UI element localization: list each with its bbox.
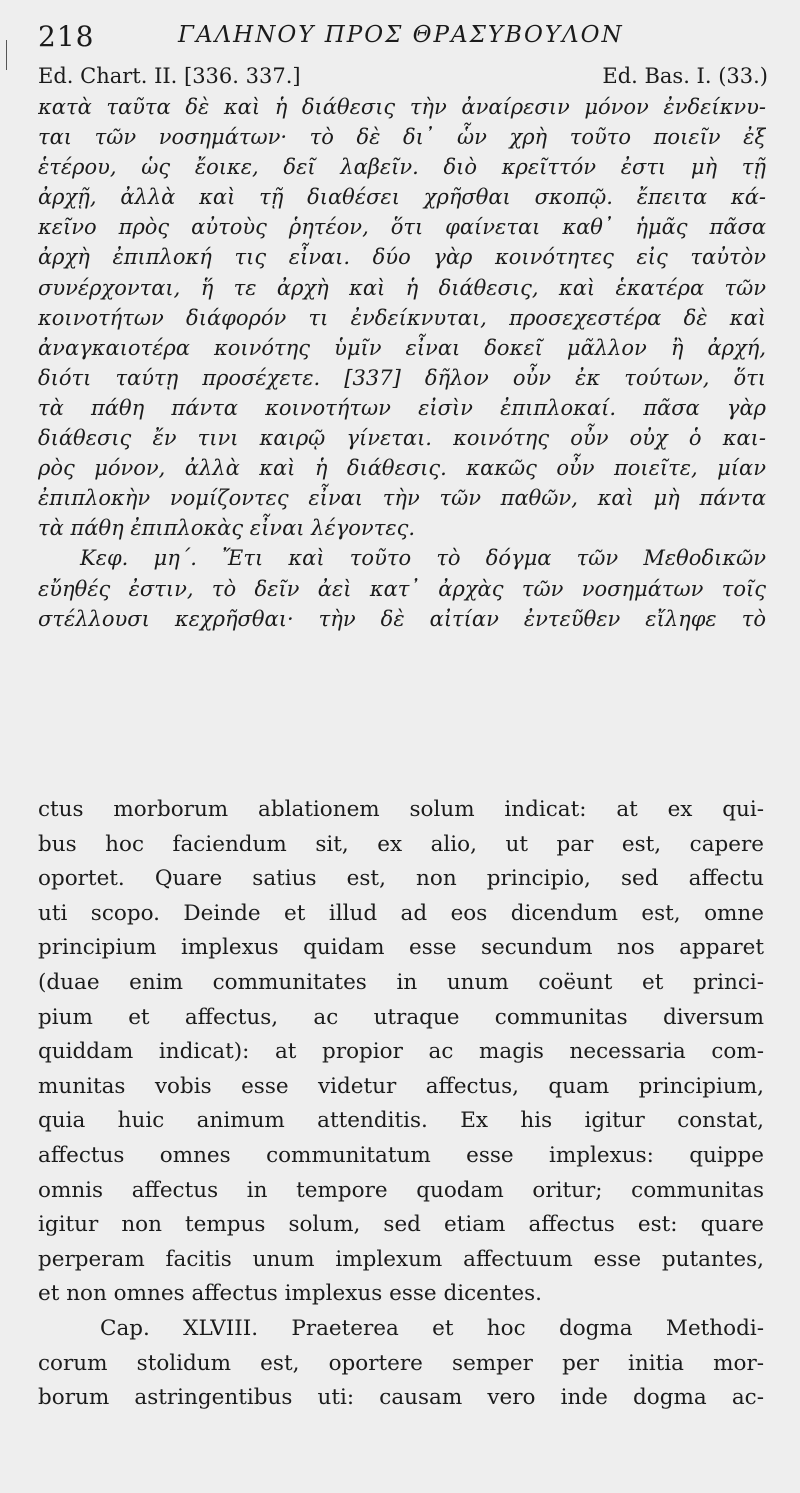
latin-line: perperam facitis unum implexum affectuum esse putantes, [38,1246,764,1272]
latin-line: affectus omnes communitatum esse implexus: quippe [38,1142,764,1168]
greek-line: ρὸς μόνον, ἀλλὰ καὶ ἡ διάθεσις. κακῶς οὖν ποιεῖτε, μίαν [38,456,766,481]
edition-reference-chartier: Ed. Chart. II. [336. 337.] [38,64,301,88]
latin-line: munitas vobis esse videtur affectus, quam principium, [38,1073,764,1099]
greek-line: τὰ πάθη ἐπιπλοκὰς εἶναι λέγοντες. [38,516,416,541]
latin-line: (duae enim communitates in unum coëunt et princi- [38,969,764,995]
running-head [38,20,768,56]
greek-line: κεῖνο πρὸς αὐτοὺς ῥητέον, ὅτι φαίνεται καθ᾽ ἡμᾶς πᾶσα [38,215,766,240]
greek-line: κατὰ ταῦτα δὲ καὶ ἡ διάθεσις τὴν ἀναίρεσιν μόνον ἐνδείκνυ- [38,95,766,119]
greek-line: εὔηθές ἐστιν, τὸ δεῖν ἀεὶ κατ᾽ ἀρχὰς τῶν νοσημάτων τοῖς [38,576,766,601]
greek-line: συνέρχονται, ἥ τε ἀρχὴ καὶ ἡ διάθεσις, καὶ ἑκατέρα τῶν [38,275,766,300]
greek-line: διότι ταύτῃ προσέχετε. [337] δῆλον οὖν ἐκ τούτων, ὅτι [38,365,766,390]
greek-line: ἀναγκαιοτέρα κοινότης ὑμῖν εἶναι δοκεῖ μᾶλλον ἢ ἀρχή, [38,335,766,360]
latin-text-block [38,793,764,1416]
latin-line: principium implexus quidam esse secundum nos apparet [38,935,764,961]
greek-line: στέλλουσι κεχρῆσθαι· τὴν δὲ αἰτίαν ἐντεῦθεν εἴληφε τὸ [38,606,766,631]
greek-line: ἑτέρου, ὡς ἔοικε, δεῖ λαβεῖν. διὸ κρεῖττόν ἐστι μὴ τῇ [38,155,766,180]
greek-line: τὰ πάθη πάντα κοινοτήτων εἰσὶν ἐπιπλοκαί. πᾶσα γὰρ [38,395,766,420]
latin-line: igitur non tempus solum, sed etiam affectus est: quare [38,1212,764,1238]
latin-chapter-heading-line: Cap. XLVIII. Praeterea et hoc dogma Methodi- [100,1315,764,1341]
latin-line: bus hoc faciendum sit, ex alio, ut par est, capere [38,831,764,857]
greek-line: διάθεσις ἔν τινι καιρῷ γίνεται. κοινότης οὖν οὐχ ὁ και- [38,426,766,451]
greek-line: κοινοτήτων διάφορόν τι ἐνδείκνυται, προσεχεστέρα δὲ καὶ [38,305,766,330]
latin-line: omnis affectus in tempore quodam oritur; communitas [38,1177,764,1203]
gutter-rule [6,40,7,70]
greek-line: ἀρχῇ, ἀλλὰ καὶ τῇ διαθέσει χρῆσθαι σκοπῷ. ἔπειτα κά- [38,185,766,210]
latin-line: pium et affectus, ac utraque communitas diversum [38,1004,764,1030]
latin-line: uti scopo. Deinde et illud ad eos dicendum est, omne [38,900,764,926]
greek-text-block [38,92,766,634]
greek-chapter-heading-line: Κεφ. μη΄. Ἔτι καὶ τοῦτο τὸ δόγμα τῶν Μεθοδικῶν [80,546,766,571]
running-title: ΓΑΛΗΝΟΥ ΠΡΟΣ ΘΡΑΣΥΒΟΥΛΟΝ [178,22,624,48]
edition-reference-line [38,64,768,92]
page-number: 218 [38,20,95,53]
latin-line: quia huic animum attenditis. Ex his igitur constat, [38,1108,764,1134]
edition-reference-basel: Ed. Bas. I. (33.) [602,64,768,88]
greek-line: ται τῶν νοσημάτων· τὸ δὲ δι᾽ ὧν χρὴ τοῦτο ποιεῖν ἐξ [38,125,766,150]
latin-line: ctus morborum ablationem solum indicat: at ex qui- [38,797,764,822]
greek-line: ἐπιπλοκὴν νομίζοντες εἶναι τὴν τῶν παθῶν, καὶ μὴ πάντα [38,486,766,511]
latin-line: et non omnes affectus implexus esse dicentes. [38,1281,542,1307]
latin-line: oportet. Quare satius est, non principio, sed affectu [38,866,764,892]
latin-line: corum stolidum est, oportere semper per initia mor- [38,1350,764,1376]
latin-line: quiddam indicat): at propior ac magis necessaria com- [38,1039,764,1065]
greek-line: ἀρχὴ ἐπιπλοκή τις εἶναι. δύο γὰρ κοινότητες εἰς ταὐτὸν [38,245,766,270]
latin-line: borum astringentibus uti: causam vero inde dogma ac- [38,1385,764,1411]
